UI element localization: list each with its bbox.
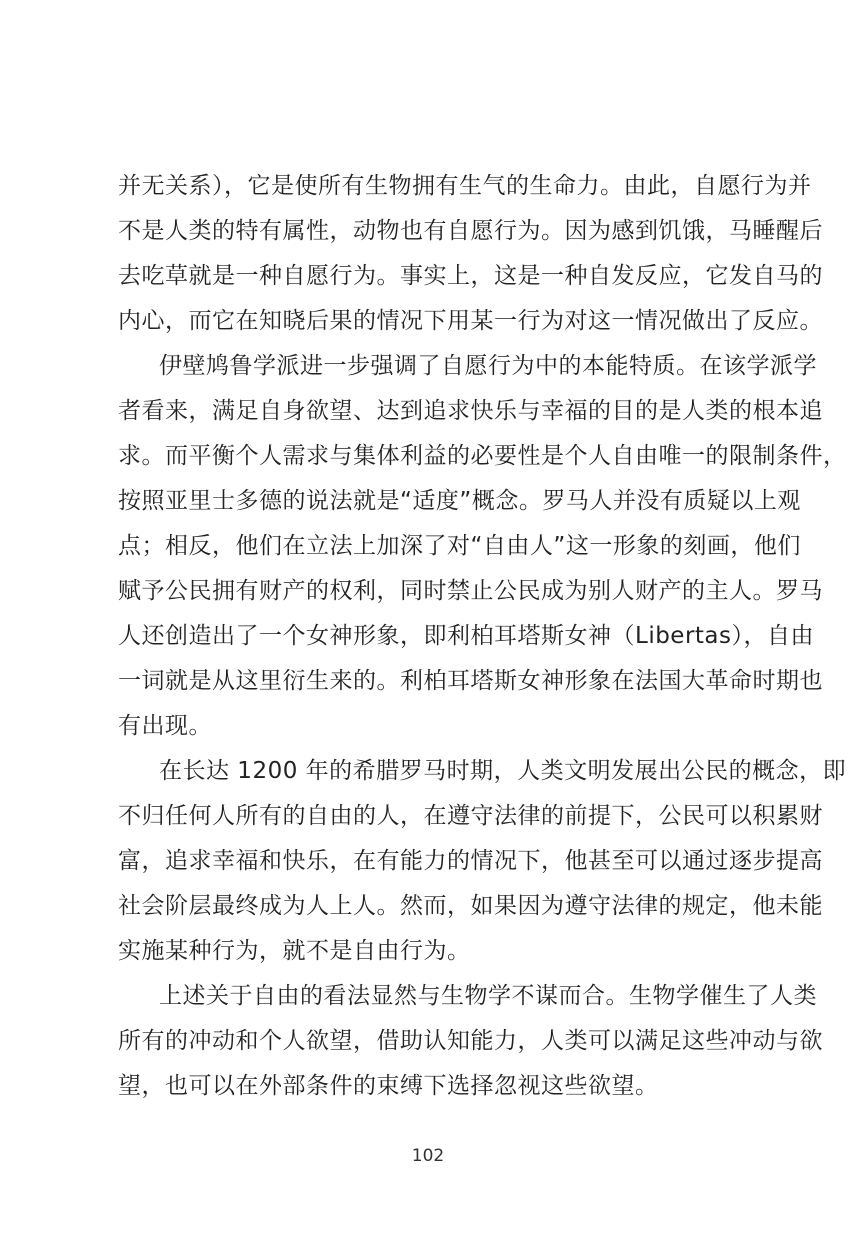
text-line: 上述关于自由的看法显然与生物学不谋而合。生物学催生了人类 bbox=[159, 983, 817, 1009]
page-number: 102 bbox=[411, 1146, 445, 1166]
text-line: 不是人类的特有属性，动物也有自愿行为。因为感到饥饿，马睡醒后 bbox=[118, 218, 823, 244]
text-line: 实施某种行为，就不是自由行为。 bbox=[118, 938, 471, 964]
text-line: 有出现。 bbox=[118, 713, 212, 739]
text-line: 求。而平衡个人需求与集体利益的必要性是个人自由唯一的限制条件， bbox=[118, 443, 847, 469]
body-text bbox=[118, 164, 847, 1109]
text-line: 内心，而它在知晓后果的情况下用某一行为对这一情况做出了反应。 bbox=[118, 308, 823, 334]
text-line: 去吃草就是一种自愿行为。事实上，这是一种自发反应，它发自马的 bbox=[118, 263, 823, 289]
text-line: 所有的冲动和个人欲望，借助认知能力，人类可以满足这些冲动与欲 bbox=[118, 1028, 823, 1054]
text-line: 望，也可以在外部条件的束缚下选择忽视这些欲望。 bbox=[118, 1073, 659, 1099]
text-line: 在长达 1200 年的希腊罗马时期，人类文明发展出公民的概念，即 bbox=[159, 758, 847, 784]
paragraph-3 bbox=[118, 749, 847, 974]
text-line: 一词就是从这里衍生来的。利柏耳塔斯女神形象在法国大革命时期也 bbox=[118, 668, 823, 694]
text-line: 赋予公民拥有财产的权利，同时禁止公民成为别人财产的主人。罗马 bbox=[118, 578, 823, 604]
text-line: 伊壁鸠鲁学派进一步强调了自愿行为中的本能特质。在该学派学 bbox=[159, 353, 817, 379]
text-line: 点；相反，他们在立法上加深了对“自由人”这一形象的刻画，他们 bbox=[118, 533, 801, 559]
text-line: 不归任何人所有的自由的人，在遵守法律的前提下，公民可以积累财 bbox=[118, 803, 823, 829]
text-line: 并无关系），它是使所有生物拥有生气的生命力。由此，自愿行为并 bbox=[118, 173, 812, 199]
text-line: 者看来，满足自身欲望、达到追求快乐与幸福的目的是人类的根本追 bbox=[118, 398, 823, 424]
paragraph-2 bbox=[118, 344, 847, 749]
paragraph-4 bbox=[118, 974, 823, 1109]
text-line: 按照亚里士多德的说法就是“适度”概念。罗马人并没有质疑以上观 bbox=[118, 488, 801, 514]
text-line: 社会阶层最终成为人上人。然而，如果因为遵守法律的规定，他未能 bbox=[118, 893, 823, 919]
paragraph-1 bbox=[118, 164, 823, 344]
text-line: 人还创造出了一个女神形象，即利柏耳塔斯女神（Libertas），自由 bbox=[118, 623, 815, 649]
text-line: 富，追求幸福和快乐，在有能力的情况下，他甚至可以通过逐步提高 bbox=[118, 848, 823, 874]
